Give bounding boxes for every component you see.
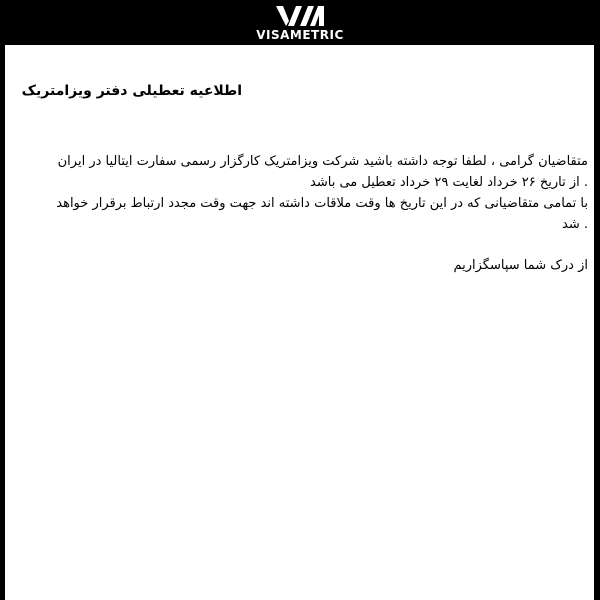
notice-body	[18, 151, 588, 276]
notice-line: متقاضیان گرامی ، لطفا توجه داشته باشید شرکت ویزامتریک کارگزار رسمی سفارت ایتالیا در ایران	[57, 154, 588, 169]
notice-panel	[5, 45, 594, 600]
notice-title: اطلاعیه تعطیلی دفتر ویزامتریک	[21, 83, 242, 99]
notice-line: . از تاریخ ۲۶ خرداد لغایت ۲۹ خرداد تعطیل می باشد	[310, 175, 588, 190]
header-bar	[0, 0, 600, 45]
vm-logo-icon	[276, 4, 326, 28]
right-border	[594, 45, 600, 600]
paragraph-gap	[18, 235, 588, 255]
notice-line: . شد	[562, 217, 588, 232]
brand-wordmark: VISAMETRIC	[256, 28, 344, 42]
notice-line: با تمامی متقاضیانی که در این تاریخ ها وقت ملاقات داشته اند جهت وقت مجدد ارتباط برقرار خواهد	[56, 196, 588, 211]
notice-closing: از درک شما سپاسگزاریم	[453, 258, 588, 273]
